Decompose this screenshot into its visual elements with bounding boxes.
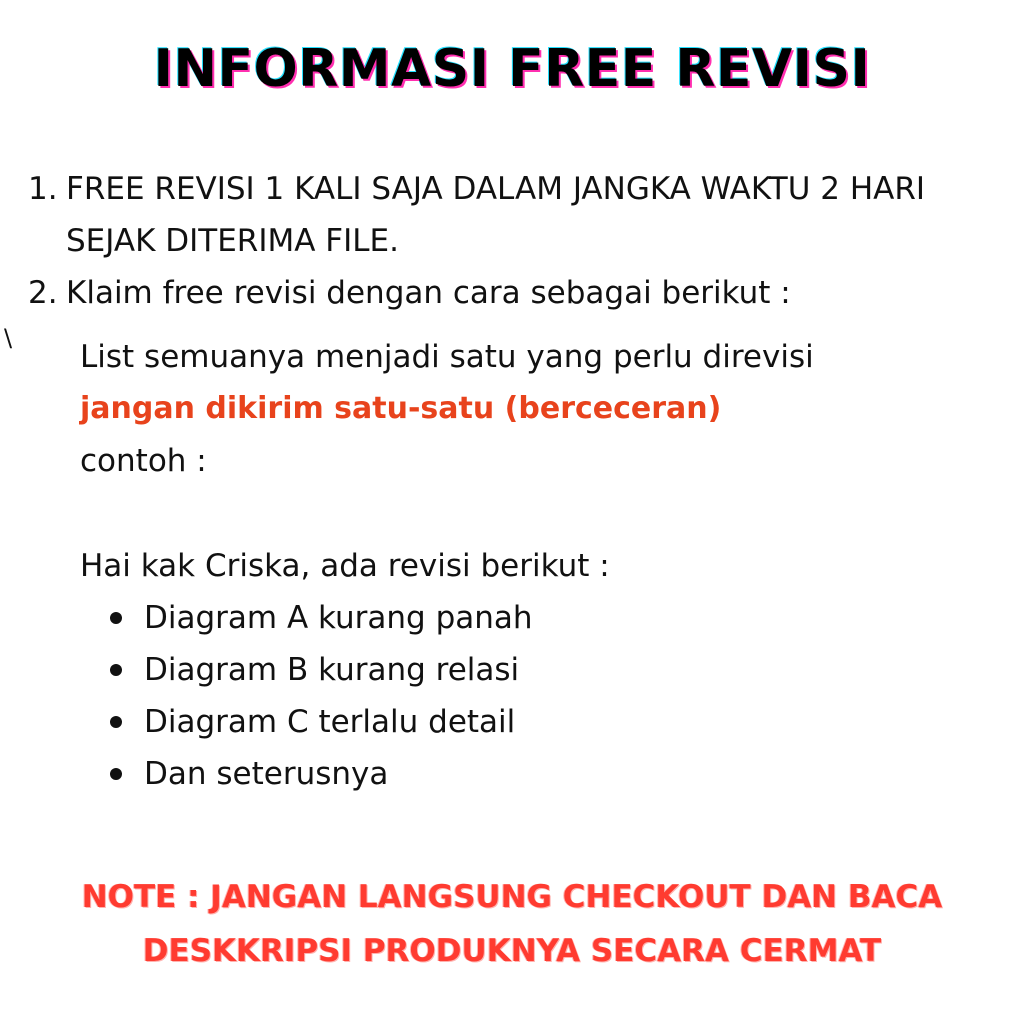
- numbered-list: [28, 163, 988, 319]
- example-bullet-list: [80, 592, 980, 800]
- note-line: DESKKRIPSI PRODUKNYA SECARA CERMAT: [142, 933, 882, 969]
- list-item: [80, 592, 980, 644]
- bullet-icon: [110, 716, 122, 728]
- list-item-text: Diagram C terlalu detail: [144, 704, 516, 740]
- spacer: [80, 487, 980, 540]
- page-title: INFORMASI FREE REVISI: [153, 39, 871, 99]
- example-label: contoh :: [80, 443, 207, 479]
- bullet-icon: [110, 612, 122, 624]
- bullet-icon: [110, 768, 122, 780]
- list-item: [80, 644, 980, 696]
- list-item-text: Klaim free revisi dengan cara sebagai berikut :: [66, 275, 791, 311]
- bullet-icon: [110, 664, 122, 676]
- list-marker: 2.: [28, 275, 58, 311]
- instruction-line: List semuanya menjadi satu yang perlu direvisi: [80, 339, 814, 375]
- note-line: NOTE : JANGAN LANGSUNG CHECKOUT DAN BACA: [81, 879, 943, 915]
- list-item-text: Dan seterusnya: [144, 756, 389, 792]
- warning-text: jangan dikirim satu-satu (berceceran): [80, 391, 722, 426]
- list-item: [28, 163, 988, 267]
- stray-character: \: [4, 324, 13, 352]
- list-item: [80, 748, 980, 800]
- list-item-text: FREE REVISI 1 KALI SAJA DALAM JANGKA WAKTU 2 HARI SEJAK DITERIMA FILE.: [66, 171, 926, 259]
- list-item: [28, 267, 988, 319]
- note-block: [0, 870, 1024, 978]
- list-item-text: Diagram B kurang relasi: [144, 652, 520, 688]
- example-greeting: Hai kak Criska, ada revisi berikut :: [80, 548, 610, 584]
- list-item: [80, 696, 980, 748]
- list-marker: 1.: [28, 171, 58, 207]
- instructions-block: [80, 331, 980, 800]
- list-item-text: Diagram A kurang panah: [144, 600, 533, 636]
